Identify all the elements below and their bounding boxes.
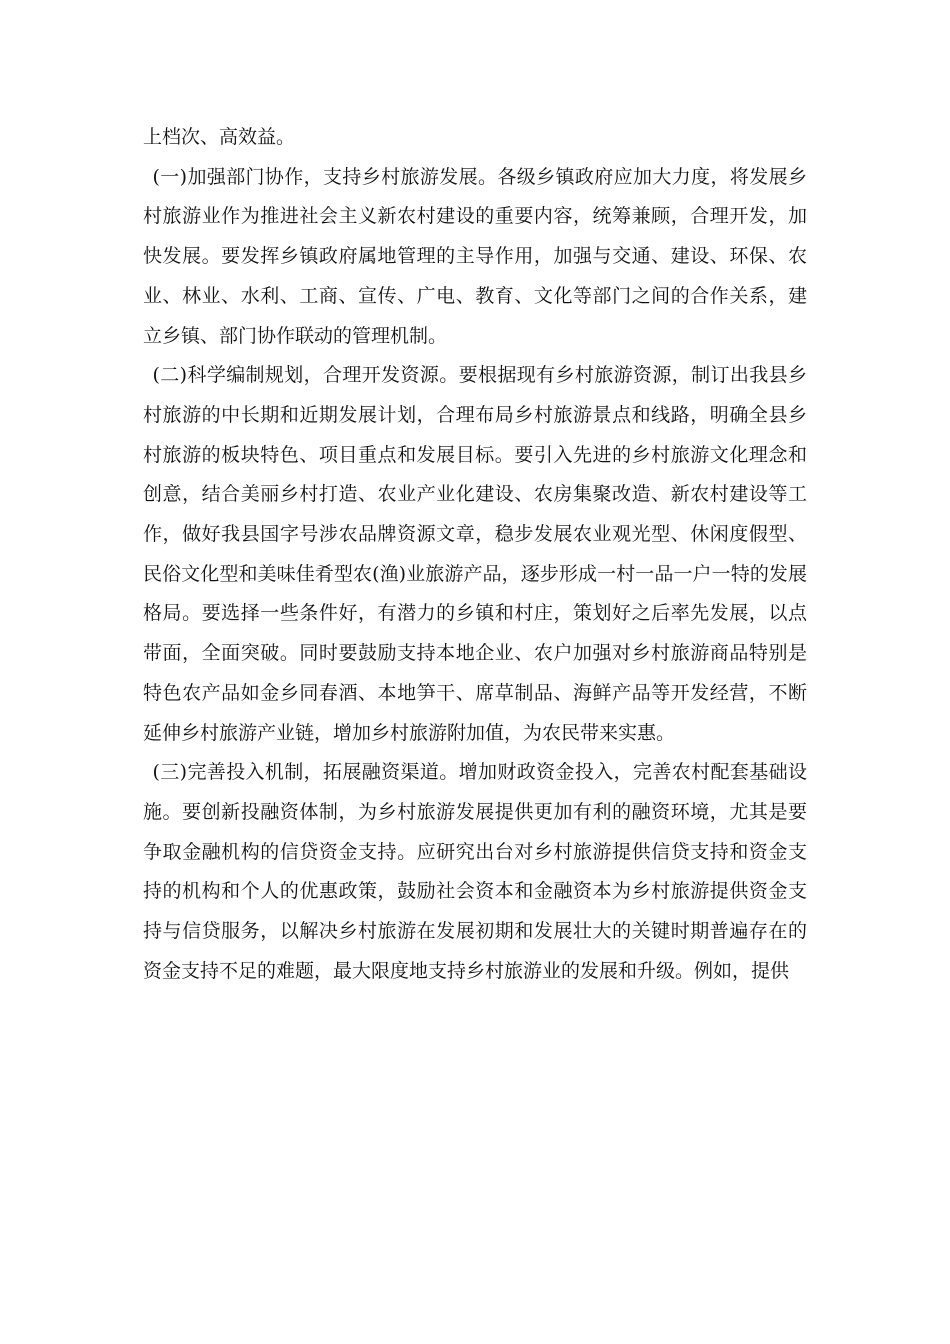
paragraph-section-2: (二)科学编制规划，合理开发资源。要根据现有乡村旅游资源，制订出我县乡村旅游的中长期和近期发展计划，合理布局乡村旅游景点和线路，明确全县乡村旅游的板块特色、项目重点和发展目标。要引入先进的乡村旅游文化理念和创意，结合美丽乡村打造、农业产业化建设、农房集聚改造、新农村建设等工作，做好我县国字号涉农品牌资源文章，稳步发展农业观光型、休闲度假型、民俗文化型和美味佳肴型农(渔)业旅游产品，逐步形成一村一品一户一特的发展格局。要选择一些条件好，有潜力的乡镇和村庄，策划好之后率先发展，以点带面，全面突破。同时要鼓励支持本地企业、农户加强对乡村旅游商品特别是特色农产品如金乡同春酒、本地笋干、席草制品、海鲜产品等开发经营，不断延伸乡村旅游产业链，增加乡村旅游附加值，为农民带来实惠。 [143, 364, 807, 744]
paragraph-section-3: (三)完善投入机制，拓展融资渠道。增加财政资金投入，完善农村配套基础设施。要创新投融资体制，为乡村旅游发展提供更加有利的融资环境，尤其是要争取金融机构的信贷资金支持。应研究出台对乡村旅游提供信贷支持和资金支持的机构和个人的优惠政策，鼓励社会资本和金融资本为乡村旅游提供资金支持与信贷服务，以解决乡村旅游在发展初期和发展壮大的关键时期普遍存在的资金支持不足的难题，最大限度地支持乡村旅游业的发展和升级。例如，提供 [143, 761, 807, 982]
paragraph-continuation: 上档次、高效益。 [143, 126, 296, 148]
paragraph-section-1: (一)加强部门协作，支持乡村旅游发展。各级乡镇政府应加大力度，将发展乡村旅游业作为推进社会主义新农村建设的重要内容，统筹兼顾，合理开发，加快发展。要发挥乡镇政府属地管理的主导作用，加强与交通、建设、环保、农业、林业、水利、工商、宣传、广电、教育、文化等部门之间的合作关系，建立乡镇、部门协作联动的管理机制。 [143, 165, 807, 347]
document-body [143, 118, 807, 991]
